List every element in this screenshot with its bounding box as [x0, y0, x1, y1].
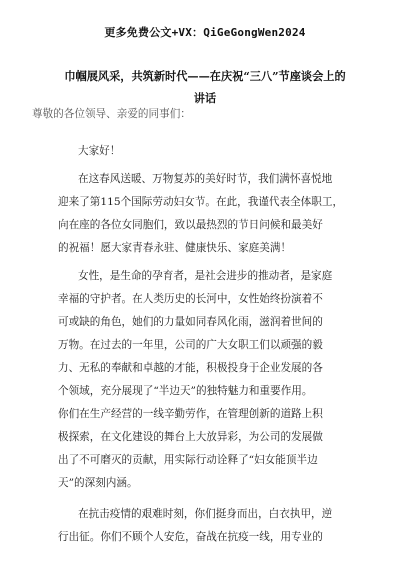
header-note: 更多免费公文+VX：QiGeGongWen2024 [104, 26, 306, 39]
paragraph-2-line-6: 个领域，充分展现了“半边天”的独特魅力和重要作用。 [58, 385, 313, 397]
paragraph-2-line-3: 可或缺的角色，她们的力量如同春风化雨，滋润着世间的 [58, 316, 323, 328]
salutation: 尊敬的各位领导、亲爱的同事们： [32, 108, 191, 120]
paragraph-2-line-10: 天”的深刻内涵。 [58, 477, 138, 489]
paragraph-2-line-7: 你们在生产经营的一线辛勤劳作，在管理创新的道路上积 [58, 408, 323, 420]
paragraph-2-line-1: 女性，是生命的孕育者，是社会进步的推动者，是家庭 [78, 270, 333, 282]
paragraph-2-line-4: 万物。在过去的一年里，公司的广大女职工们以顽强的毅 [58, 339, 323, 351]
paragraph-1-line-3: 向在座的各位女同胞们，致以最热烈的节日问候和最美好 [58, 219, 323, 231]
document-title-line-2: 讲话 [193, 91, 217, 105]
greeting-line: 大家好！ [78, 145, 121, 157]
paragraph-2-line-9: 出了不可磨灭的贡献，用实际行动诠释了“妇女能顶半边 [58, 454, 318, 466]
paragraph-3-line-2: 行出征。你们不顾个人安危，奋战在抗疫一线，用专业的 [58, 531, 323, 543]
paragraph-2-line-5: 力、无私的奉献和卓越的才能，积极投身于企业发展的各 [58, 362, 323, 374]
paragraph-1-line-1: 在这春风送暖、万物复苏的美好时节，我们满怀喜悦地 [78, 173, 333, 185]
paragraph-2-line-2: 幸福的守护者。在人类历史的长河中，女性始终扮演着不 [58, 293, 323, 305]
document-title-line-1: 巾帼展风采，共筑新时代——在庆祝“三八”节座谈会上的 [64, 69, 346, 83]
paragraph-1-line-2: 迎来了第115个国际劳动妇女节。在此，我谨代表全体职工， [58, 196, 344, 208]
paragraph-2-line-8: 极探索，在文化建设的舞台上大放异彩，为公司的发展做 [58, 431, 323, 443]
paragraph-3-line-1: 在抗击疫情的艰难时刻，你们挺身而出，白衣执甲，逆 [78, 508, 333, 520]
paragraph-1-line-4: 的祝福！愿大家青春永驻、健康快乐、家庭美满！ [58, 242, 292, 254]
